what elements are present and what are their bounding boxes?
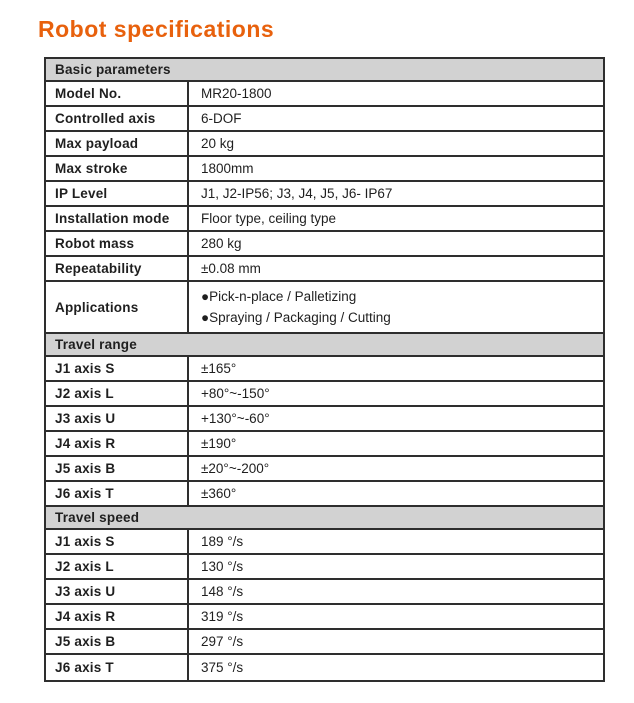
row-value: ±165° <box>187 357 603 380</box>
table-row <box>46 457 603 482</box>
row-label: Applications <box>55 299 139 315</box>
table-row <box>46 282 603 334</box>
bullet-item: ●Spraying / Packaging / Cutting <box>201 310 391 326</box>
table-row <box>46 655 603 680</box>
row-label: IP Level <box>55 186 108 201</box>
row-label: J3 axis U <box>55 411 116 426</box>
row-value: +80°~-150° <box>187 382 603 405</box>
table-row <box>46 482 603 507</box>
row-value: J1, J2-IP56; J3, J4, J5, J6- IP67 <box>187 182 603 205</box>
table-row <box>46 530 603 555</box>
row-label: Model No. <box>55 86 122 101</box>
row-value: 6-DOF <box>187 107 603 130</box>
row-value: Floor type, ceiling type <box>187 207 603 230</box>
section-header-travel-speed: Travel speed <box>46 507 603 530</box>
row-value: 20 kg <box>187 132 603 155</box>
section-header-basic-parameters: Basic parameters <box>46 59 603 82</box>
row-value: ±360° <box>187 482 603 505</box>
table-row <box>46 132 603 157</box>
table-row <box>46 382 603 407</box>
row-value: MR20-1800 <box>187 82 603 105</box>
row-value: 1800mm <box>187 157 603 180</box>
row-value: 148 °/s <box>187 580 603 603</box>
row-label: J5 axis B <box>55 634 116 649</box>
row-value: 297 °/s <box>187 630 603 653</box>
row-value: 189 °/s <box>187 530 603 553</box>
table-row <box>46 157 603 182</box>
row-value: ±20°~-200° <box>187 457 603 480</box>
row-label: Repeatability <box>55 261 142 276</box>
row-label: J6 axis T <box>55 660 114 675</box>
table-row <box>46 407 603 432</box>
table-row <box>46 357 603 382</box>
row-label: J1 axis S <box>55 361 115 376</box>
table-row <box>46 580 603 605</box>
row-label: Max stroke <box>55 161 128 176</box>
row-value: 319 °/s <box>187 605 603 628</box>
row-label: J5 axis B <box>55 461 116 476</box>
table-row <box>46 182 603 207</box>
row-value <box>187 282 603 332</box>
row-value: 375 °/s <box>187 655 603 680</box>
row-label: J1 axis S <box>55 534 115 549</box>
row-value: +130°~-60° <box>187 407 603 430</box>
row-label: J3 axis U <box>55 584 116 599</box>
table-row <box>46 605 603 630</box>
table-row <box>46 257 603 282</box>
page-title: Robot specifications <box>38 16 275 42</box>
table-row <box>46 232 603 257</box>
row-label: J2 axis L <box>55 559 114 574</box>
row-value: ±190° <box>187 432 603 455</box>
spec-table <box>44 57 605 682</box>
table-row <box>46 555 603 580</box>
section-header-travel-range: Travel range <box>46 334 603 357</box>
bullet-item: ●Pick-n-place / Palletizing <box>201 288 357 304</box>
row-value: 130 °/s <box>187 555 603 578</box>
table-row <box>46 82 603 107</box>
row-label: Installation mode <box>55 211 170 226</box>
table-row <box>46 630 603 655</box>
row-label: Max payload <box>55 136 139 151</box>
row-label: Controlled axis <box>55 111 156 126</box>
table-row <box>46 207 603 232</box>
row-label: J4 axis R <box>55 609 116 624</box>
row-label: J6 axis T <box>55 486 114 501</box>
row-label: J2 axis L <box>55 386 114 401</box>
row-label: J4 axis R <box>55 436 116 451</box>
table-row <box>46 107 603 132</box>
row-value: ±0.08 mm <box>187 257 603 280</box>
row-value: 280 kg <box>187 232 603 255</box>
table-row <box>46 432 603 457</box>
row-label: Robot mass <box>55 236 135 251</box>
